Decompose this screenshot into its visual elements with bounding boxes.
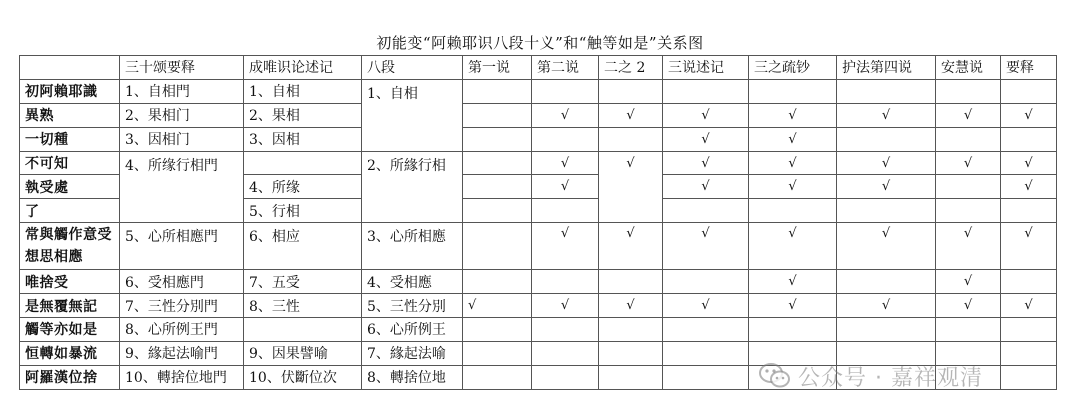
check-mark: √ <box>936 151 1001 175</box>
row-label: 一切種 <box>20 127 120 151</box>
header-col: 护法第四说 <box>837 56 936 80</box>
check-mark: √ <box>663 175 749 199</box>
check-mark: √ <box>1001 223 1057 270</box>
check-mark: √ <box>532 294 599 318</box>
check-mark: √ <box>936 270 1001 294</box>
cell-shisong: 5、心所相應門 <box>120 223 244 270</box>
cell-shisong: 8、心所例王門 <box>120 318 244 342</box>
check-mark: √ <box>599 103 663 127</box>
cell-baduan: 2、所緣行相 <box>362 151 463 223</box>
page-title: 初能变“阿赖耶识八段十义”和“触等如是”关系图 <box>376 34 704 52</box>
check-mark: √ <box>532 223 599 270</box>
table-row <box>20 318 1057 342</box>
cell-shisong: 2、果相门 <box>120 103 244 127</box>
table-row <box>20 127 1057 151</box>
cell-shuji <box>244 318 362 342</box>
header-col: 三十颂要释 <box>120 56 244 80</box>
header-col: 三说述记 <box>663 56 749 80</box>
check-mark: √ <box>599 223 663 270</box>
check-mark: √ <box>749 151 837 175</box>
cell-shisong: 10、轉捨位地門 <box>120 365 244 389</box>
row-label: 觸等亦如是 <box>20 318 120 342</box>
header-col: 第一说 <box>463 56 532 80</box>
header-col: 安慧说 <box>936 56 1001 80</box>
table-row <box>20 151 1057 175</box>
header-col: 第二说 <box>532 56 599 80</box>
check-mark: √ <box>663 294 749 318</box>
check-mark: √ <box>837 103 936 127</box>
cell-shisong: 6、受相應門 <box>120 270 244 294</box>
cell-shuji <box>244 151 362 175</box>
watermark <box>758 360 983 392</box>
check-mark: √ <box>1001 103 1057 127</box>
cell-baduan: 1、自相 <box>362 79 463 151</box>
cell-baduan: 4、受相應 <box>362 270 463 294</box>
check-mark: √ <box>749 127 837 151</box>
cell-shisong: 1、自相門 <box>120 79 244 103</box>
row-label: 唯捨受 <box>20 270 120 294</box>
cell-shuji: 8、三性 <box>244 294 362 318</box>
cell-shisong: 4、所缘行相門 <box>120 151 244 223</box>
row-label: 異熟 <box>20 103 120 127</box>
check-mark: √ <box>837 151 936 175</box>
cell-shuji: 6、相应 <box>244 223 362 270</box>
header-col: 八段 <box>362 56 463 80</box>
row-label: 初阿賴耶識 <box>20 79 120 103</box>
check-mark: √ <box>936 223 1001 270</box>
header-col: 成唯识论述记 <box>244 56 362 80</box>
cell-shuji: 4、所缘 <box>244 175 362 199</box>
cell-baduan: 3、心所相應 <box>362 223 463 270</box>
check-mark: √ <box>749 175 837 199</box>
row-label: 了 <box>20 199 120 223</box>
row-label: 阿羅漢位捨 <box>20 365 120 389</box>
row-label: 是無覆無記 <box>20 294 120 318</box>
cell-shuji: 5、行相 <box>244 199 362 223</box>
check-mark: √ <box>749 270 837 294</box>
check-mark: √ <box>749 294 837 318</box>
table-row <box>20 103 1057 127</box>
table-row <box>20 79 1057 103</box>
row-label: 恒轉如暴流 <box>20 341 120 365</box>
cell-shuji: 1、自相 <box>244 79 362 103</box>
check-mark: √ <box>936 294 1001 318</box>
check-mark: √ <box>532 103 599 127</box>
row-label: 常與觸作意受想思相應 <box>20 223 120 270</box>
check-mark: √ <box>532 175 599 199</box>
watermark-text: 公众号 · 嘉祥观清 <box>798 365 983 391</box>
check-mark: √ <box>1001 151 1057 175</box>
check-mark: √ <box>1001 175 1057 199</box>
check-mark: √ <box>663 127 749 151</box>
cell-shuji: 3、因相 <box>244 127 362 151</box>
cell-shuji: 9、因果譬喻 <box>244 341 362 365</box>
check-mark: √ <box>663 223 749 270</box>
header-row <box>20 56 1057 80</box>
cell-shisong: 9、緣起法喻門 <box>120 341 244 365</box>
cell-shuji: 10、伏斷位次 <box>244 365 362 389</box>
header-empty <box>20 56 120 80</box>
header-col: 二之 2 <box>599 56 663 80</box>
row-label: 不可知 <box>20 151 120 175</box>
cell-baduan: 5、三性分別 <box>362 294 463 318</box>
row-label: 執受處 <box>20 175 120 199</box>
cell-shisong: 3、因相门 <box>120 127 244 151</box>
check-mark: √ <box>749 103 837 127</box>
header-col: 要释 <box>1001 56 1057 80</box>
table-row <box>20 223 1057 270</box>
check-mark: √ <box>599 294 663 318</box>
cell-shuji: 7、五受 <box>244 270 362 294</box>
check-mark: √ <box>599 151 663 175</box>
check-mark: √ <box>663 103 749 127</box>
header-col: 三之疏钞 <box>749 56 837 80</box>
relationship-table <box>19 55 1057 390</box>
check-mark: √ <box>837 175 936 199</box>
check-mark: √ <box>663 151 749 175</box>
check-mark: √ <box>532 151 599 175</box>
wechat-icon <box>758 361 792 391</box>
check-mark: √ <box>1001 294 1057 318</box>
check-mark: √ <box>463 294 532 318</box>
cell-shisong: 7、三性分別門 <box>120 294 244 318</box>
check-mark: √ <box>837 294 936 318</box>
cell-baduan: 6、心所例王 <box>362 318 463 342</box>
check-mark: √ <box>749 223 837 270</box>
cell-baduan: 7、緣起法喻 <box>362 341 463 365</box>
cell-shuji: 2、果相 <box>244 103 362 127</box>
table-row <box>20 270 1057 294</box>
check-mark: √ <box>936 103 1001 127</box>
cell-baduan: 8、轉捨位地 <box>362 365 463 389</box>
table-row <box>20 294 1057 318</box>
check-mark: √ <box>837 223 936 270</box>
